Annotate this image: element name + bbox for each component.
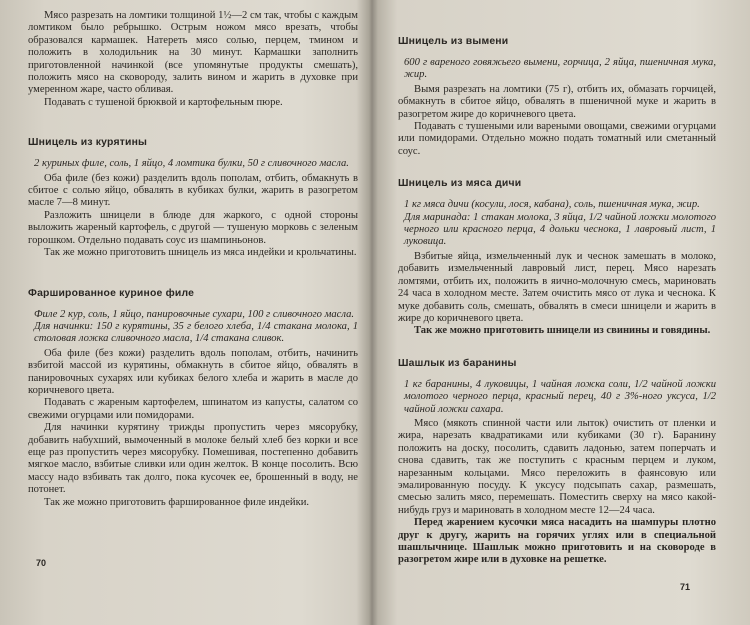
- right-column: [398, 36, 716, 567]
- intro-paragraph: Мясо разрезать на ломтики толщиной 1½—2 см так, чтобы с каждым ломтиком было ребрышко. Острым ножом мясо врезать, чтобы образовался кармашек. Натереть мясо солью, перцем, тмином и положить в холодильник на 30 минут. Кармашки заполнить приготовленной начинкой (все упомянутые продукты смешать), положить мясо на сковороду, залить вином и жарить в духовке при умеренном жаре, часто обливая.: [28, 10, 358, 96]
- recipe-paragraph: Оба филе (без кожи) разделить вдоль пополам, отбить, обмакнуть в сбитое с солью яйцо, обвалять в кубиках булки, жарить в разогретом масле 7—8 минут.: [28, 172, 358, 209]
- recipe-paragraph: Разложить шницели в блюде для жаркого, с одной стороны выложить жареный картофель, с другой — тушеную морковь с зеленым горошком. Отдельно подавать соус из шампиньонов.: [28, 209, 358, 246]
- section-title-chicken-schnitzel: Шницель из курятины: [28, 137, 148, 149]
- ingredients-chicken-schnitzel: 2 куриных филе, соль, 1 яйцо, 4 ломтика булки, 50 г сливочного масла.: [34, 158, 349, 170]
- recipe-paragraph: Мясо (мякоть спинной части или лыток) очистить от пленки и жира, нарезать квадратиками или кубиками (30 г). Баранину положить на доску, посолить, сдавить ладонью, затем поперчать и снова сдавить, так же поступить с красным перцем и луком, нарезанным кольцами. Мясо переложить в фаянсовую или эмалированную посуду. К уксусу подсыпать сахар, размешать, смесью залить мясо, перемешать. Поместить сверху на мясо какой-нибудь груз и мариновать в холодном месте 12—24 часа.: [398, 417, 716, 516]
- section-title-lamb-shashlik: Шашлык из баранины: [398, 357, 517, 369]
- left-page: [0, 0, 372, 625]
- ingredients-stuffed-fillet: Филе 2 кур, соль, 1 яйцо, панировочные сухари, 100 г сливочного масла.: [34, 308, 355, 320]
- recipe-paragraph: Так же можно приготовить шницель из мяса индейки и крольчатины.: [44, 247, 357, 259]
- recipe-paragraph: Подавать с тушеными или вареными овощами, свежими огурцами или помидорами. Отдельно можно подать томатный или сметанный соус.: [398, 121, 716, 157]
- ingredients-game: 1 кг мяса дичи (косули, лося, кабана), соль, пшеничная мука, жир.: [404, 199, 700, 211]
- ingredients-lamb: 1 кг баранины, 4 луковицы, 1 чайная ложка соли, 1/2 чайной ложки молотого черного перца, красный перец, 40 г 3%-ного уксуса, 1/2 чайной ложки сахара.: [404, 378, 716, 415]
- recipe-paragraph: Так же можно приготовить фаршированное филе индейки.: [44, 496, 310, 508]
- section-title-game-schnitzel: Шницель из мяса дичи: [398, 178, 522, 190]
- marinade-game: Для маринада: 1 стакан молока, 3 яйца, 1/2 чайной ложки молотого черного или красного перца, 4 дольки чеснока, 1 лавровый лист, 1 луковица.: [404, 211, 716, 248]
- filling-stuffed-fillet: Для начинки: 150 г курятины, 35 г белого хлеба, 1/4 стакана молока, 1 столовая ложка сливочного масла, 1/4 стакана сливок.: [34, 320, 358, 345]
- page-number-right: 71: [680, 582, 691, 592]
- recipe-paragraph: Вымя разрезать на ломтики (75 г), отбить их, обмазать горчицей, обмакнуть в сбитое яйцо, обвалять в пшеничной муке и жарить в разогретом жире до коричневого цвета.: [398, 83, 716, 120]
- recipe-paragraph: Оба филе (без кожи) разделить вдоль пополам, отбить, начинить взбитой массой из курятины, обмакнуть в сбитое яйцо, обвалять в панировочных сухарях или кубиках белого хлеба и жарить в масле до коричневого цвета.: [28, 347, 358, 396]
- left-column: [28, 10, 358, 509]
- page-number-left: 70: [36, 558, 47, 568]
- recipe-paragraph: Перед жарением кусочки мяса насадить на шампуры плотно друг к другу, жарить на горячих углях или в специальной шашлычнице. Шашлык можно приготовить и на сковороде в разогретом жире или в духовке на решетке.: [398, 517, 716, 566]
- section-title-stuffed-fillet: Фаршированное куриное филе: [28, 287, 195, 299]
- right-page: [378, 0, 750, 625]
- section-title-udder-schnitzel: Шницель из вымени: [398, 36, 509, 47]
- intro-paragraph: Подавать с тушеной брюквой и картофельным пюре.: [44, 96, 283, 108]
- ingredients-udder: 600 г вареного говяжьего вымени, горчица, 2 яйца, пшеничная мука, жир.: [404, 57, 716, 81]
- recipe-paragraph: Так же можно приготовить шницели из свинины и говядины.: [414, 325, 711, 337]
- recipe-paragraph: Для начинки курятину трижды пропустить через мясорубку, добавить набухший, вымоченный в молоке белый хлеб без корки и все еще раз пропустить через мясорубку. Помешивая, постепенно добавить мягкое масло, взбитые сливки или один желток. В конце посолить. Всю массу надо взбивать так долго, пока кусочек ее, брошенный в воду, не потонет.: [28, 422, 358, 496]
- recipe-paragraph: Взбитые яйца, измельченный лук и чеснок замешать в молоко, добавить измельченный лавровый лист, перец. Мясо нарезать ломтями, отбить их, положить в яично-молочную смесь, мариновать 24 часа в холодном месте. Затем очистить мясо от лука и чеснока. К муке добавить соль, смешать, обвалять в смеси шницели и жарить в жире до коричневого цвета.: [398, 250, 716, 324]
- recipe-paragraph: Подавать с жареным картофелем, шпинатом из капусты, салатом со свежими огурцами или помидорами.: [28, 397, 358, 421]
